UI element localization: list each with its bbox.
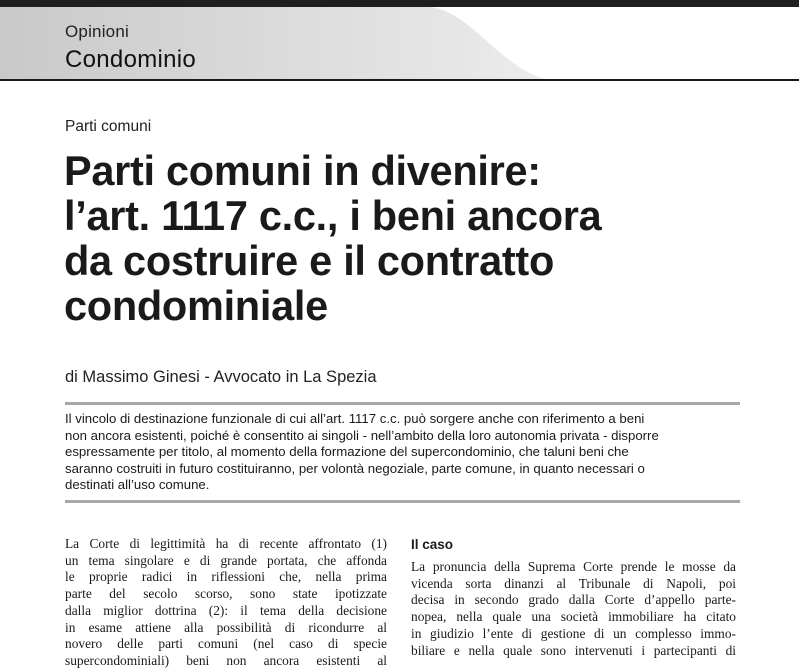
section-label: Opinioni [65,22,129,41]
title-line: Parti comuni in divenire: [64,147,541,194]
article-category: Parti comuni [65,118,152,135]
body-line: novero delle parti comuni (nel caso di specie [65,636,387,652]
body-line: in esame attiene alla possibilità di ricondurre al [65,619,387,635]
body-line: supercondominiali) beni non ancora esistenti al [65,652,387,668]
abstract-line: non ancora esistenti, poiché è consentito ai singoli - nell’ambito della loro autonomia privata - disporre [65,427,659,443]
body-line: parte del secolo scorso, sono state ipotizzate [65,586,387,602]
abstract-line: Il vincolo di destinazione funzionale di cui all’art. 1117 c.c. può sorgere anche con riferimento a beni [65,411,645,426]
body-line: decisa in secondo grado dalla Corte d’appello parte- [411,592,736,608]
title-line: da costruire e il contratto [64,237,555,284]
article-abstract [65,402,740,503]
title-line: condominiale [64,282,328,329]
abstract-line: destinati all’uso comune. [65,477,210,493]
body-column-left [65,536,387,670]
article-title [64,148,764,328]
body-line: un tema singolare e di grande portata, che affonda [65,552,387,568]
body-line: nopea, nella quale una società immobiliare ha citato [411,609,736,625]
abstract-line: saranno costruiti in futuro costituiranno, per volontà negoziale, parte comune, in quanto necessari o [65,460,645,476]
body-line: dalla miglior dottrina (2): il tema della decisione [65,602,387,618]
body-line: vicenda sorta dinanzi al Tribunale di Napoli, poi [411,575,736,591]
body-line: biliare e nella quale sono intervenuti i partecipanti di [411,642,736,658]
body-line: in giudizio l’ente di gestione di un complesso immo- [411,625,736,641]
body-line: La Corte di legittimità ha di recente affrontato (1) [65,536,387,551]
body-column-right [411,536,736,659]
article-author: di Massimo Ginesi - Avvocato in La Spezia [65,368,377,386]
body-line: le proprie radici in riflessioni che, nella prima [65,569,387,585]
top-rule [0,0,799,7]
rubric-label: Condominio [65,46,197,73]
title-line: l’art. 1117 c.c., i beni ancora [64,192,602,239]
body-line: La pronuncia della Suprema Corte prende le mosse da [411,559,736,574]
abstract-line: espressamente per titolo, al momento della formazione del supercondominio, che taluni beni che [65,444,629,460]
section-heading: Il caso [411,537,454,552]
